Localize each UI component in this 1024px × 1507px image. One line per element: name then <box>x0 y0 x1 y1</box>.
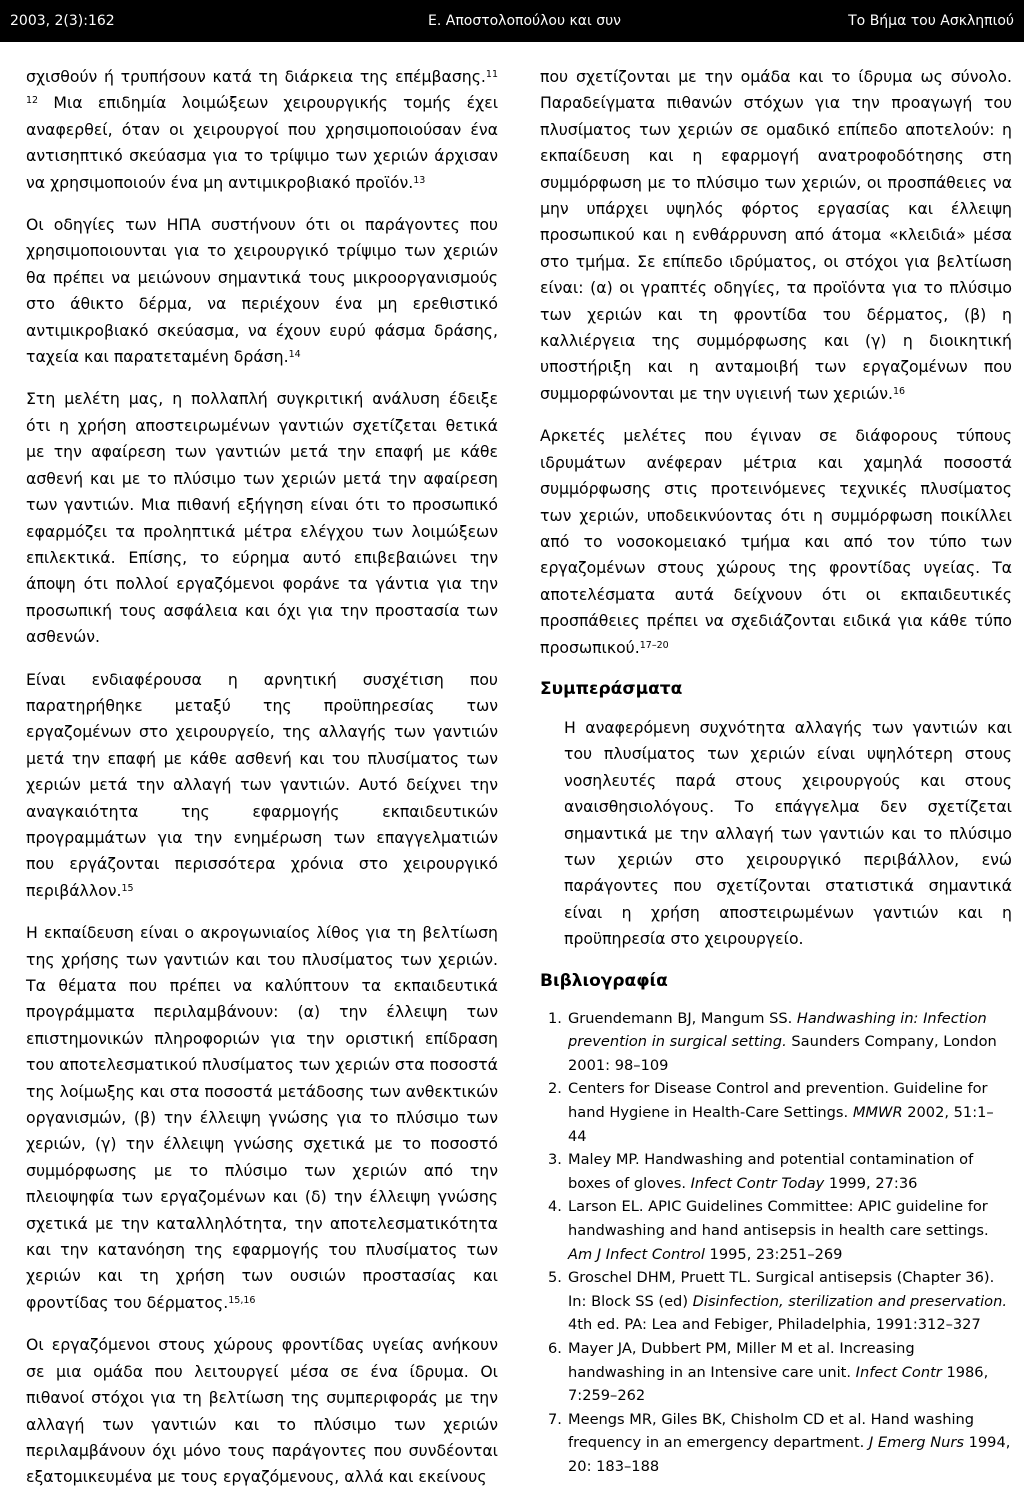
reference-text: 1999, 27:36 <box>824 1174 918 1192</box>
reference-item <box>548 1195 1012 1266</box>
reference-item <box>548 1077 1012 1148</box>
reference-number: 6. <box>548 1339 562 1357</box>
reference-number: 3. <box>548 1151 562 1169</box>
paragraph-text: σχισθούν ή τρυπήσουν κατά τη διάρκεια της επέμβασης. <box>26 67 486 86</box>
paragraph-text: που σχετίζονται με την ομάδα και το ίδρυμα ως σύνολο. Παραδείγματα πιθανών στόχων για την προαγωγή του πλυσίματος των χεριών σε ομαδικό επίπεδο αποτελούν: η εκπαίδευση και η εφαρμογή ανατροφοδότησης στη συμμόρφωση με το πλύσιμο των χεριών, οι προσπάθειες να μην υπάρχει υψηλός φόρτος εργασίας και έλλειψη προσωπικού και η ενθάρρυνση από άτομα «κλειδιά» μέσα στο τμήμα. Σε επίπεδο ιδρύματος, οι στόχοι για βελτίωση είναι: (α) οι γραπτές οδηγίες, τα προϊόντα για το πλύσιμο των χεριών και τη φροντίδα του δέρματος, (β) η καλλιέργεια της συμμόρφωσης και (γ) η διοικητική υποστήριξη και η ανταμοιβή των εργαζομένων που συμμορφώνονται με την υγιεινή των χεριών. <box>540 67 1012 403</box>
citation-marker: 17–20 <box>639 639 669 651</box>
reference-text: 2002, 51:1–44 <box>568 1103 994 1145</box>
header-authors: Ε. Αποστολοπούλου και συν <box>428 13 621 29</box>
reference-italic: Infect Contr <box>855 1363 942 1381</box>
reference-italic: J Emerg Nurs <box>868 1434 964 1452</box>
conclusions-heading: Συμπεράσματα <box>540 678 683 699</box>
citation-marker: 11 12 <box>26 69 498 107</box>
right-column <box>540 64 1012 1478</box>
references-list <box>540 1007 1012 1479</box>
reference-text: 4th ed. PA: Lea and Febiger, Philadelphia, 1991:312–327 <box>568 1316 981 1334</box>
reference-item <box>548 1337 1012 1408</box>
reference-text: 1995, 23:251–269 <box>704 1245 843 1263</box>
reference-italic: Handwashing in: Infection prevention in surgical setting. <box>568 1009 987 1051</box>
reference-number: 4. <box>548 1198 562 1216</box>
reference-item <box>548 1266 1012 1337</box>
reference-number: 5. <box>548 1269 562 1287</box>
header-journal: Το Βήμα του Ασκληπιού <box>848 13 1014 29</box>
reference-item <box>548 1007 1012 1078</box>
paragraph-text: Οι εργαζόμενοι στους χώρους φροντίδας υγείας ανήκουν σε μια ομάδα που λειτουργεί μέσα σε ένα ίδρυμα. Οι πιθανοί στόχοι για τη βελτίωση της συμπεριφοράς με την αλλαγή των γαντιών και το πλύσιμο των χεριών περιλαμβάνουν όχι μόνο τους παράγοντες που συνδέονται εξατομικευμένα με τους εργαζόμενους, αλλά και εκείνους <box>26 1335 498 1487</box>
reference-text: Centers for Disease Control and prevention. Guideline for hand Hygiene in Health-Care Settings. <box>568 1080 988 1121</box>
citation-marker: 14 <box>288 349 301 361</box>
paragraph <box>26 64 498 196</box>
left-column <box>26 64 498 1507</box>
reference-number: 2. <box>548 1080 562 1098</box>
paragraph <box>26 1332 498 1490</box>
conclusions-paragraph: Η αναφερόμενη συχνότητα αλλαγής των γαντιών και του πλυσίματος των χεριών είναι υψηλότερη στους νοσηλευτές παρά στους χειρουργούς και στους αναισθησιολόγους. Το επάγγελμα δεν σχετίζεται σημαντικά με την αλλαγή των γαντιών και το πλύσιμο των χεριών στο χειρουργικό περιβάλλον, ενώ παράγοντες που σχετίζονται στατιστικά σημαντικά είναι η χρήση αποστειρωμένων γαντιών και η προϋπηρεσία στο χειρουργείο. <box>564 717 1012 949</box>
paragraph-text: Μια επιδημία λοιμώξεων χειρουργικής τομής έχει αναφερθεί, όταν οι χειρουργοί που χρησιμοποιούσαν ένα αντισηπτικό σκεύασμα για το τρίψιμο των χεριών άρχισαν να χρησιμοποιούν ένα μη αντιμικροβιακό προϊόν. <box>26 93 498 192</box>
paragraph <box>26 212 498 370</box>
reference-italic: Disinfection, sterilization and preservation. <box>692 1292 1007 1310</box>
paragraph-text: Οι οδηγίες των ΗΠΑ συστήνουν ότι οι παράγοντες που χρησιμοποιουνται για το χειρουργικό τρίψιμο των χεριών θα πρέπει να μειώνουν σημαντικά τους μικροοργανισμούς στο άθικτο δέρμα, να περιέχουν ένα μη ερεθιστικό αντιμικροβιακό σκεύασμα, να έχουν ευρύ φάσμα δράσης, ταχεία και παρατεταμένη δράση. <box>26 215 498 367</box>
reference-item <box>548 1408 1012 1479</box>
reference-italic: Infect Contr Today <box>690 1174 825 1192</box>
paragraph-text: Είναι ενδιαφέρουσα η αρνητική συσχέτιση που παρατηρήθηκε μεταξύ της προϋπηρεσίας των εργαζομένων στο χειρουργείο, της αλλαγής των γαντιών μετά την επαφή με κάθε ασθενή και του πλυσίματος των χεριών μετά την αλλαγή των γαντιών. Αυτό δείχνει την αναγκαιότητα της εφαρμογής εκπαιδευτικών προγραμμάτων για την ενημέρωση των επαγγελματιών που εργάζονται περισσότερα χρόνια στο χειρουργικό περιβάλλον. <box>26 669 498 900</box>
reference-number: 7. <box>548 1410 562 1428</box>
reference-text: Mayer JA, Dubbert PM, Miller M et al. Increasing handwashing in an Intensive care unit. <box>568 1339 915 1381</box>
paragraph-text: Στη μελέτη μας, η πολλαπλή συγκριτική ανάλυση έδειξε ότι η χρήση αποστειρωμένων γαντιών σχετίζεται θετικά με την αφαίρεση των γαντιών μετά την επαφή με κάθε ασθενή και με το πλύσιμο των χεριών μετά την αφαίρεση των γαντιών. Μια πιθανή εξήγηση είναι ότι το προσωπικό εφαρμόζει τα προληπτικά μέτρα ελέγχου των λοιμώξεων επιλεκτικά. Επίσης, το εύρημα αυτό επιβεβαιώνει την άποψη ότι πολλοί εργαζόμενοι φοράνε τα γάντια για την προσωπική τους ασφάλεια και όχι για την προστασία των ασθενών. <box>26 389 498 647</box>
paragraph-text: Αρκετές μελέτες που έγιναν σε διάφορους τύπους ιδρυμάτων ανέφεραν μέτρια και χαμηλά ποσοστά συμμόρφωσης στις προτεινόμενες τεχνικές πλυσίματος των χεριών, υποδεικνύοντας ότι η συμμόρφωση ποικίλλει από το νοσοκομειακό τμήμα και από τον τύπο των εργαζομένων στους χώρους της φροντίδας υγείας. Τα αποτελέσματα αυτά δείχνουν ότι οι εκπαιδευτικές προσπάθειες πρέπει να σχεδιάζονται ειδικά για κάθε τύπο προσωπικού. <box>540 426 1012 657</box>
reference-italic: MMWR <box>852 1103 903 1121</box>
references-heading: Βιβλιογραφία <box>540 970 668 991</box>
paragraph <box>26 386 498 650</box>
reference-text: 1994, 20: 183–188 <box>568 1434 1011 1475</box>
reference-italic: Am J Infect Control <box>568 1245 705 1263</box>
reference-item <box>548 1148 1012 1195</box>
reference-text: Maley MP. Handwashing and potential contamination of boxes of gloves. <box>568 1151 974 1192</box>
page-header <box>0 0 1024 42</box>
paragraph-text: Η εκπαίδευση είναι ο ακρογωνιαίος λίθος για τη βελτίωση της χρήσης των γαντιών και του πλυσίματος των χεριών. Τα θέματα που πρέπει να καλύπτουν τα εκπαιδευτικά προγράμματα περιλαμβάνουν: (α) την έλλειψη των επιστημονικών πληροφοριών για την οριστική επίδραση του αποτελεσματικού πλυσίματος των χεριών στα ποσοστά της λοίμωξης και στα ποσοστά μετάδοσης των ανθεκτικών οργανισμών, (β) την έλλειψη γνώσης για το πλύσιμο των χεριών, (γ) την έλλειψη γνώσης σχετικά με το ποσοστό συμμόρφωσης με το πλύσιμο των χεριών από την πλειοψηφία των εργαζομένων και (δ) την έλλειψη γνώσης σχετικά με την καταλληλότητα, την αποτελεσματικότητα και την κατανόηση της εφαρμογής του πλυσίματος των χεριών και τη χρήση των ουσιών προστασίας και φροντίδας του δέρματος. <box>26 923 498 1312</box>
paragraph <box>26 667 498 905</box>
reference-text: Larson EL. APIC Guidelines Committee: APIC guideline for handwashing and hand antisepsis in health care settings. <box>568 1198 989 1239</box>
reference-text: Saunders Company, London 2001: 98–109 <box>568 1033 997 1074</box>
citation-marker: 15 <box>121 882 134 894</box>
reference-text: 1986, 7:259–262 <box>568 1363 989 1405</box>
paragraph <box>26 920 498 1316</box>
citation-marker: 13 <box>413 174 426 186</box>
reference-number: 1. <box>548 1009 562 1027</box>
reference-text: Groschel DHM, Pruett TL. Surgical antisepsis (Chapter 36). In: Block SS (ed) <box>568 1269 995 1310</box>
header-citation: 2003, 2(3):162 <box>10 13 115 29</box>
paragraph <box>540 64 1012 407</box>
paragraph <box>540 423 1012 661</box>
reference-text: Meengs MR, Giles BK, Chisholm CD et al. Hand washing frequency in an emergency department. <box>568 1410 975 1452</box>
reference-text: Gruendemann BJ, Mangum SS. <box>568 1009 797 1027</box>
citation-marker: 16 <box>892 385 906 397</box>
citation-marker: 15,16 <box>228 1294 256 1306</box>
